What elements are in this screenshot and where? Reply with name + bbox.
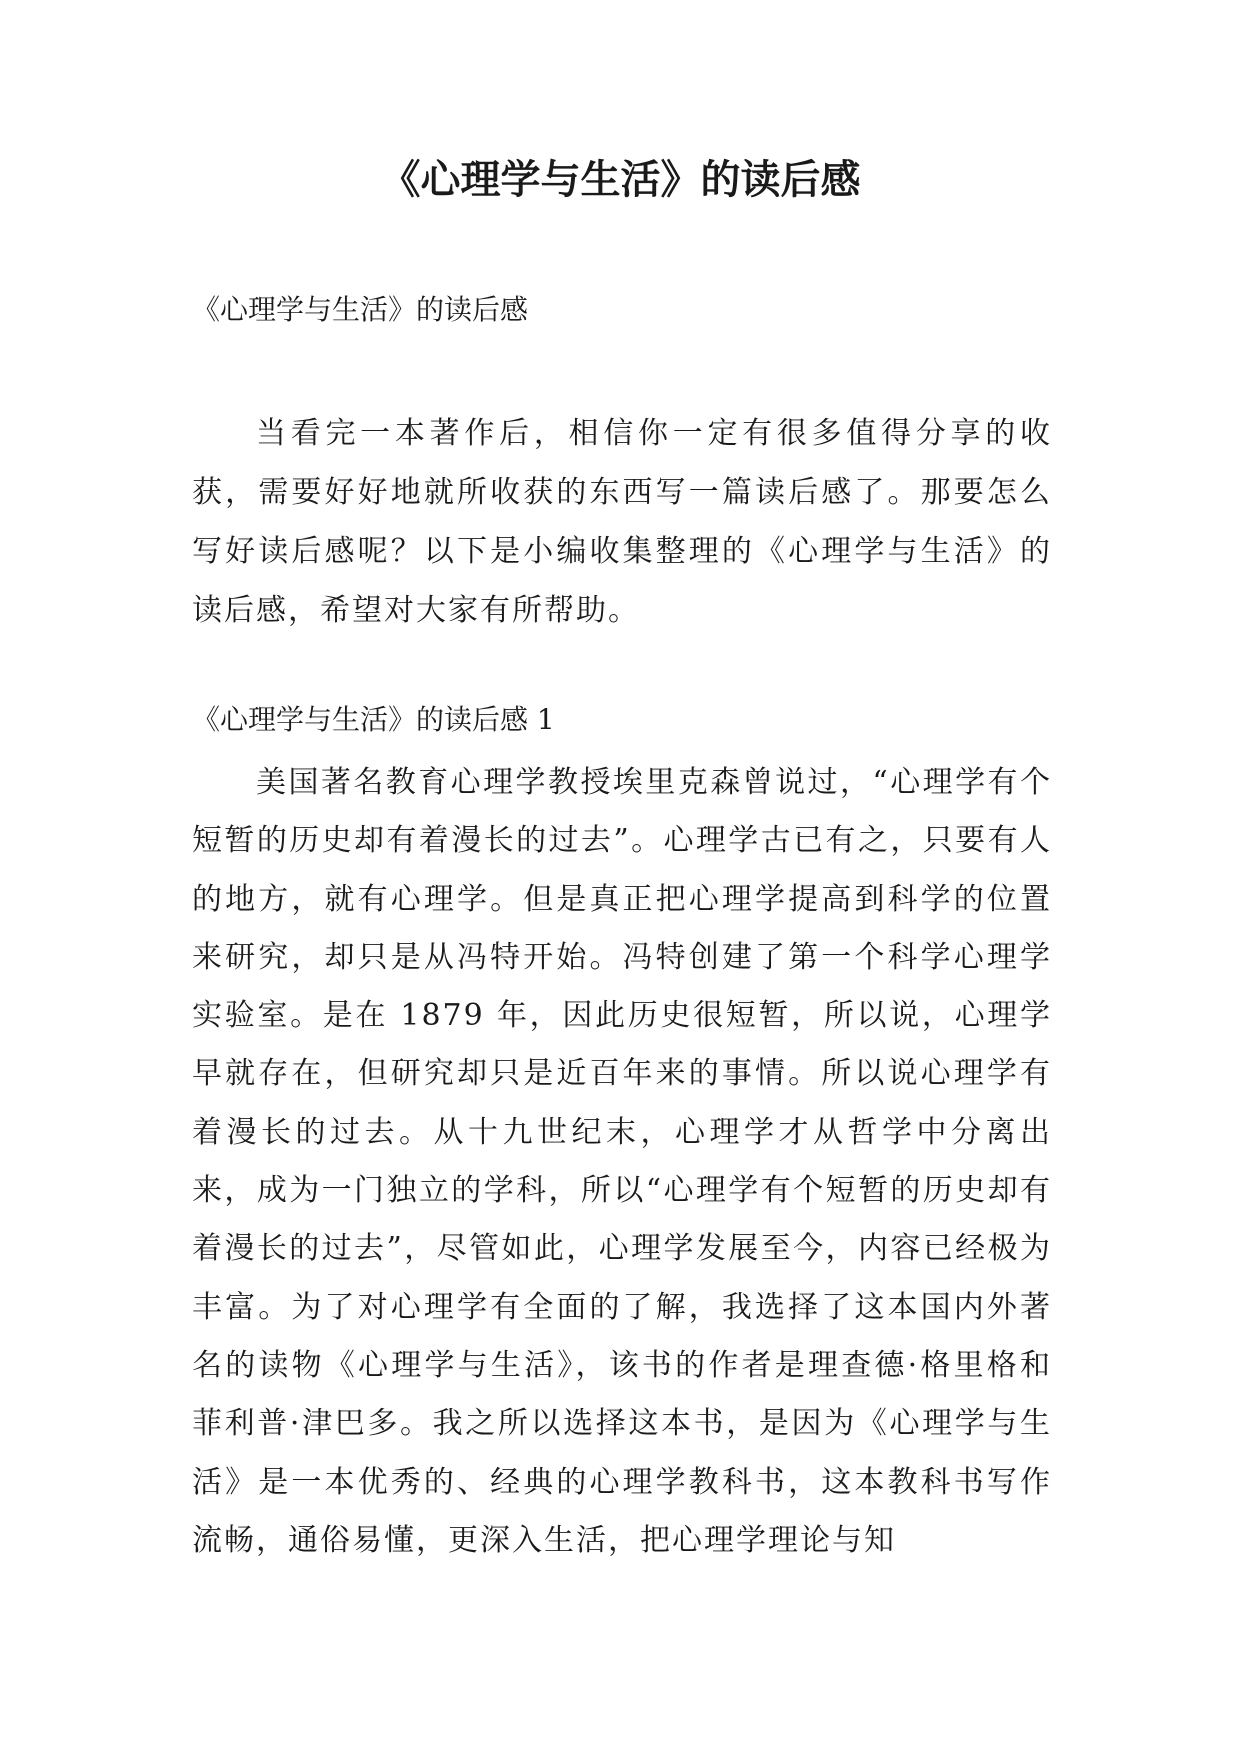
section-1-paragraph: 美国著名教育心理学教授埃里克森曾说过，“心理学有个短暂的历史却有着漫长的过去”。心理学古已有之，只要有人的地方，就有心理学。但是真正把心理学提高到科学的位置来研究，却只是从冯特开始。冯特创建了第一个科学心理学实验室。是在 1879 年，因此历史很短暂，所以说，心理学早就存在，但研究却只是近百年来的事情。所以说心理学有着漫长的过去。从十九世纪末，心理学才从哲学中分离出来，成为一门独立的学科，所以“心理学有个短暂的历史却有着漫长的过去”，尽管如此，心理学发展至今，内容已经极为丰富。为了对心理学有全面的了解，我选择了这本国内外著名的读物《心理学与生活》，该书的作者是理查德·格里格和菲利普·津巴多。我之所以选择这本书，是因为《心理学与生活》是一本优秀的、经典的心理学教科书，这本教科书写作流畅，通俗易懂，更深入生活，把心理学理论与知 bbox=[192, 765, 1052, 1558]
document-subtitle: 《心理学与生活》的读后感 bbox=[192, 293, 529, 326]
section-1-heading: 《心理学与生活》的读后感 1 bbox=[192, 703, 555, 736]
document-title: 《心理学与生活》的读后感 bbox=[380, 157, 861, 203]
intro-paragraph: 当看完一本著作后，相信你一定有很多值得分享的收获，需要好好地就所收获的东西写一篇读后感了。那要怎么写好读后感呢？以下是小编收集整理的《心理学与生活》的读后感，希望对大家有所帮助。 bbox=[192, 416, 1052, 628]
